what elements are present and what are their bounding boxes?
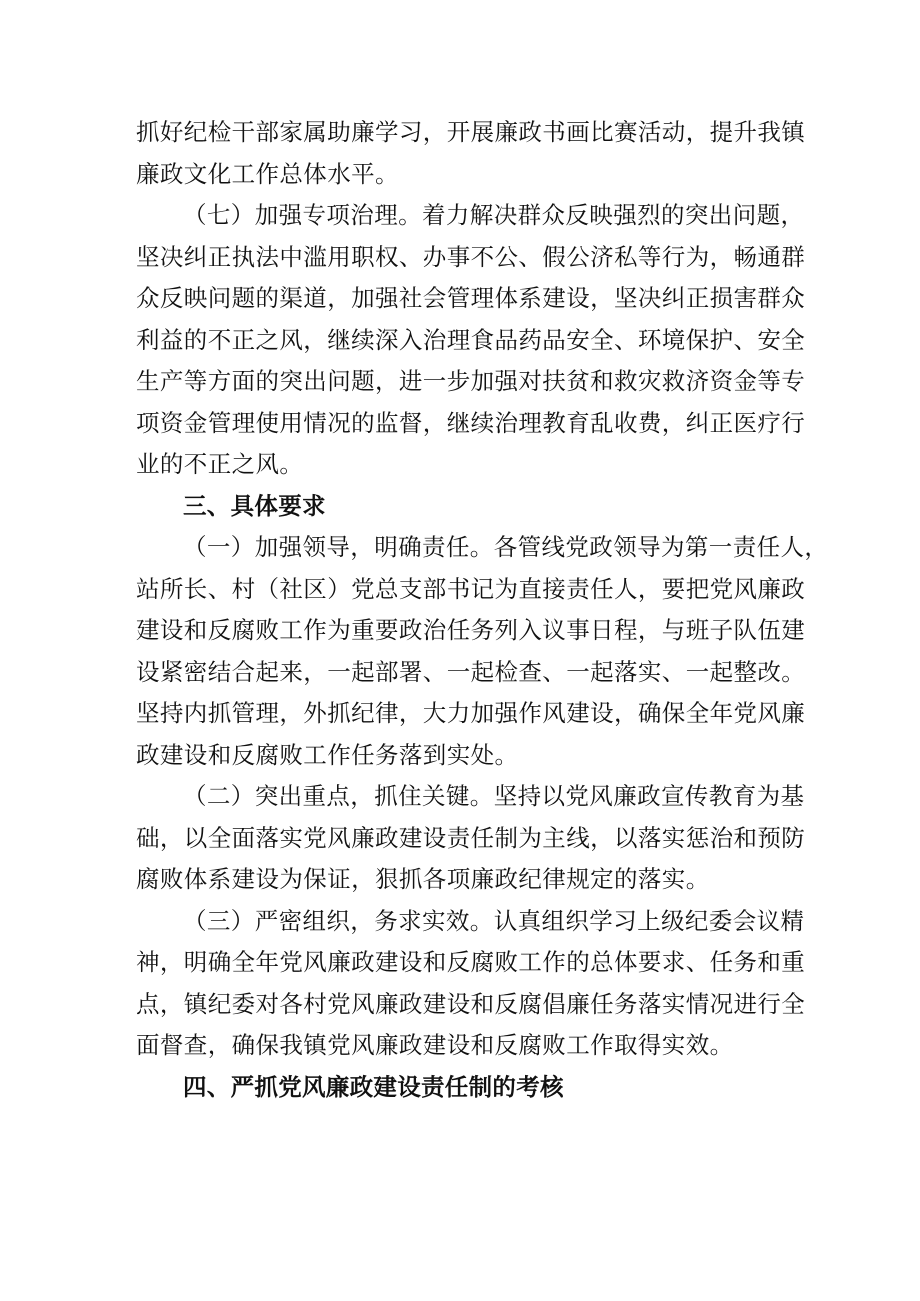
text-line: 腐败体系建设为保证，狠抓各项廉政纪律规定的落实。 — [136, 865, 710, 893]
text-line: 利益的不正之风，继续深入治理食品药品安全、环境保护、安全 — [136, 325, 806, 354]
section-heading-requirements: 三、具体要求 — [183, 491, 326, 520]
paragraph-organization — [136, 901, 806, 1067]
text-line: 础，以全面落实党风廉政建设责任制为主线，以落实惩治和预防 — [136, 823, 806, 852]
paragraph-special-governance — [136, 195, 806, 486]
text-line: 业的不正之风。 — [136, 450, 304, 478]
text-line: 站所长、村（社区）党总支部书记为直接责任人，要把党风廉政 — [136, 574, 806, 603]
text-line: 点，镇纪委对各村党风廉政建设和反腐倡廉任务落实情况进行全 — [136, 989, 806, 1018]
text-line: 建设和反腐败工作为重要政治任务列入议事日程，与班子队伍建 — [136, 616, 806, 644]
text-line: 政建设和反腐败工作任务落到实处。 — [136, 740, 519, 769]
text-line: （一）加强领导，明确责任。各管线党政领导为第一责任人， — [183, 533, 829, 561]
document-body — [136, 112, 829, 1108]
paragraph-culture-work — [136, 112, 806, 195]
text-line: 坚决纠正执法中滥用职权、办事不公、假公济私等行为，畅通群 — [136, 242, 806, 271]
text-line: （七）加强专项治理。着力解决群众反映强烈的突出问题， — [183, 201, 805, 229]
section-heading-assessment: 四、严抓党风廉政建设责任制的考核 — [183, 1072, 564, 1101]
text-line: 抓好纪检干部家属助廉学习，开展廉政书画比赛活动，提升我镇 — [136, 118, 806, 146]
text-line: 设紧密结合起来，一起部署、一起检查、一起落实、一起整改。 — [136, 657, 806, 686]
text-line: 项资金管理使用情况的监督，继续治理教育乱收费，纠正医疗行 — [136, 408, 806, 437]
text-line: 面督查，确保我镇党风廉政建设和反腐败工作取得实效。 — [136, 1031, 734, 1059]
text-line: 众反映问题的渠道，加强社会管理体系建设，坚决纠正损害群众 — [136, 284, 806, 312]
text-line: 廉政文化工作总体水平。 — [136, 159, 399, 188]
paragraph-key-points — [136, 776, 806, 901]
paragraph-leadership — [136, 527, 829, 776]
text-line: 坚持内抓管理，外抓纪律，大力加强作风建设，确保全年党风廉 — [136, 699, 806, 727]
text-line: （二）突出重点，抓住关键。坚持以党风廉政宣传教育为基 — [183, 782, 805, 810]
text-line: （三）严密组织，务求实效。认真组织学习上级纪委会议精 — [183, 906, 805, 935]
text-line: 神，明确全年党风廉政建设和反腐败工作的总体要求、任务和重 — [136, 948, 806, 976]
text-line: 生产等方面的突出问题，进一步加强对扶贫和救灾救济资金等专 — [136, 367, 806, 395]
